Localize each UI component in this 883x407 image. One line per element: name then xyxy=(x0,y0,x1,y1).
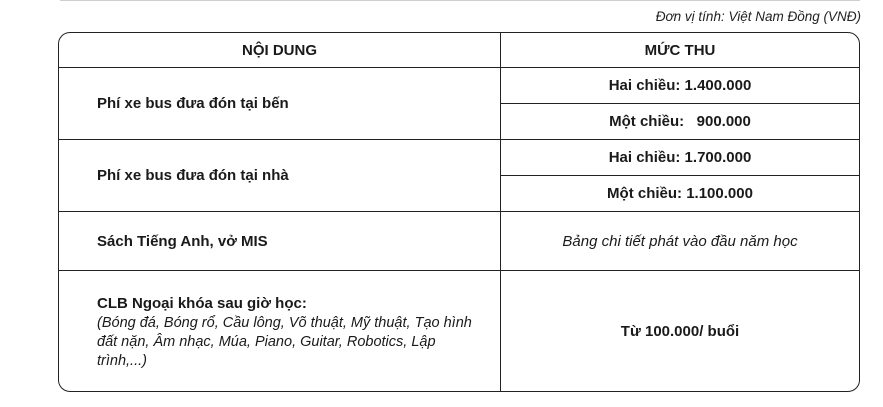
row-club-fee: Từ 100.000/ buổi xyxy=(620,322,740,340)
row-bus-station-one-way: Một chiều: 900.000 xyxy=(609,113,751,130)
row-bus-station-item: Phí xe bus đưa đón tại bến xyxy=(97,95,289,112)
row-club-item xyxy=(59,271,500,391)
row-bus-home-item: Phí xe bus đưa đón tại nhà xyxy=(97,167,289,184)
top-divider xyxy=(60,0,860,1)
header-content: NỘI DUNG xyxy=(242,41,317,59)
fee-table xyxy=(58,32,860,392)
row-bus-home-one-way: Một chiều: 1.100.000 xyxy=(607,185,753,202)
currency-unit-note: Đơn vị tính: Việt Nam Đồng (VNĐ) xyxy=(655,9,861,24)
club-title: CLB Ngoại khóa sau giờ học: xyxy=(97,295,307,312)
club-activities: (Bóng đá, Bóng rổ, Cầu lông, Võ thuật, Mỹ thuật, Tạo hình đất nặn, Âm nhạc, Múa, Piano, Guitar, Robotics, Lập trình,...) xyxy=(97,315,472,369)
row-books-fee-note: Bảng chi tiết phát vào đầu năm học xyxy=(562,232,798,250)
row-bus-home-two-way: Hai chiều: 1.700.000 xyxy=(608,149,752,166)
row-bus-station-two-way: Hai chiều: 1.400.000 xyxy=(608,77,752,94)
header-fee: MỨC THU xyxy=(644,41,716,59)
row-books-item: Sách Tiếng Anh, vở MIS xyxy=(97,232,268,250)
